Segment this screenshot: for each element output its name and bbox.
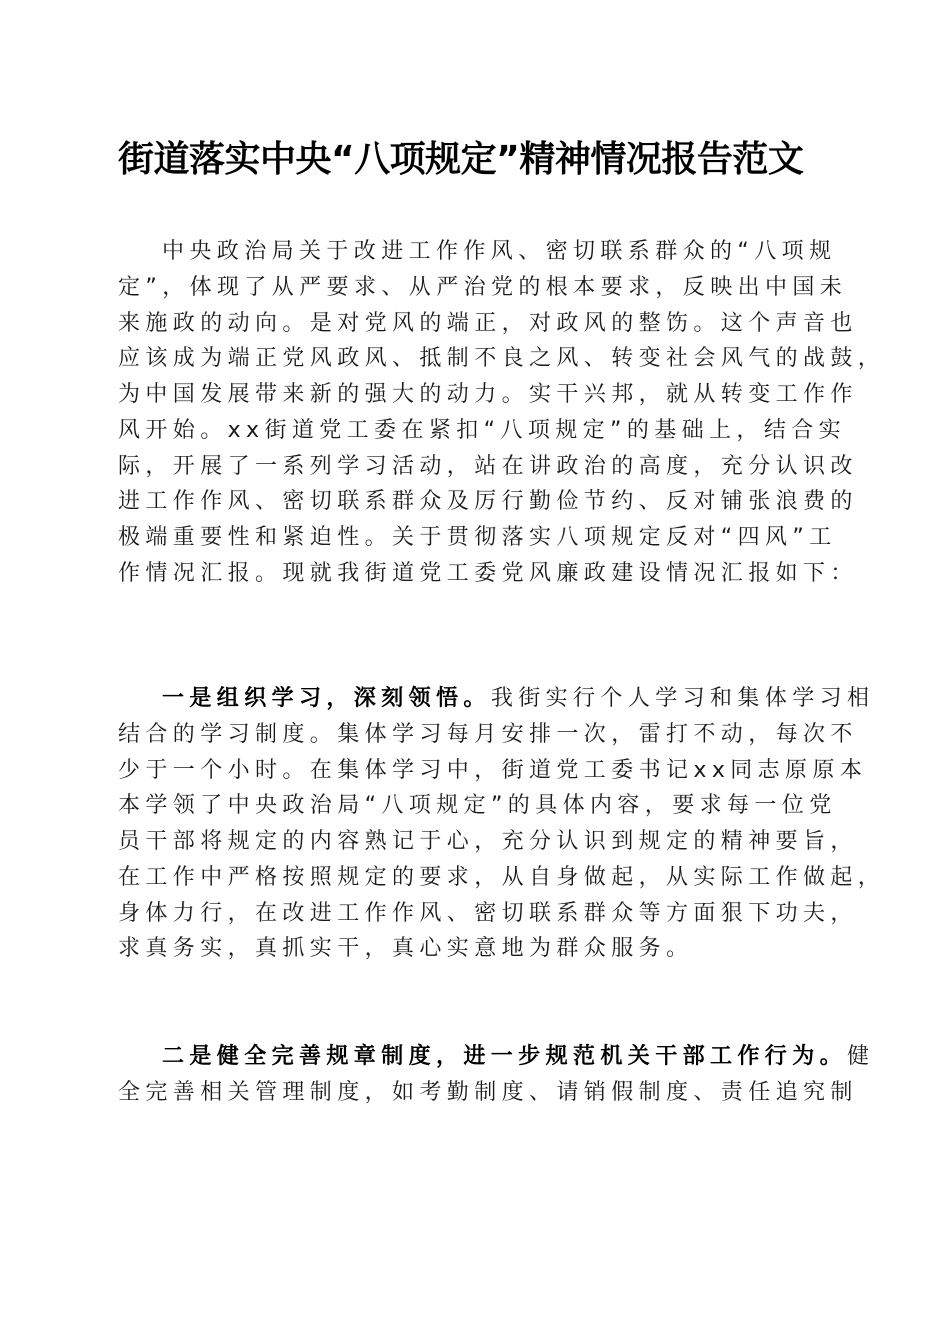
paragraph-line: 少于一个小时。在集体学习中，街道党工委书记xx同志原原本	[118, 757, 868, 783]
paragraph-line: 中央政治局关于改进工作作风、密切联系群众的“八项规	[162, 239, 837, 264]
paragraph-line: 为中国发展带来新的强大的动力。实干兴邦，就从转变工作作	[118, 382, 858, 407]
paragraph-line-with-lead	[118, 681, 875, 717]
paragraph-line: 结合的学习制度。集体学习每月安排一次，雷打不动，每次不	[118, 721, 858, 747]
document-title: 街道落实中央“八项规定”精神情况报告范文	[118, 139, 804, 180]
paragraph-line: 作情况汇报。现就我街道党工委党风廉政建设情况汇报如下：	[118, 560, 858, 586]
paragraph-line: 际，开展了一系列学习活动，站在讲政治的高度，充分认识改	[118, 453, 858, 479]
paragraph-regulations	[118, 1039, 875, 1111]
paragraph-line: 身体力行，在改进工作作风、密切联系群众等方面狠下功夫，	[118, 900, 858, 926]
paragraph-line: 全完善相关管理制度，如考勤制度、请销假制度、责任追究制	[118, 1079, 858, 1105]
paragraph-study	[118, 681, 886, 967]
paragraph-line-text: 健	[847, 1044, 875, 1069]
paragraph-line: 求真务实，真抓实干，真心实意地为群众服务。	[118, 936, 694, 962]
paragraph-line: 进工作作风、密切联系群众及厉行勤俭节约、反对铺张浪费的	[118, 489, 858, 515]
paragraph-line-with-lead	[118, 1039, 875, 1075]
paragraph-line: 应该成为端正党风政风、抵制不良之风、转变社会风气的战鼓，	[118, 346, 886, 372]
paragraph-line: 员干部将规定的内容熟记于心，充分认识到规定的精神要旨，	[118, 829, 858, 854]
paragraph-line: 本学领了中央政治局“八项规定”的具体内容，要求每一位党	[118, 793, 837, 819]
paragraph-line: 极端重要性和紧迫性。关于贯彻落实八项规定反对“四风”工	[118, 525, 837, 550]
paragraph-lead-heading: 二是健全完善规章制度，进一步规范机关干部工作行为。	[162, 1044, 848, 1069]
paragraph-line: 定”，体现了从严要求、从严治党的根本要求，反映出中国未	[118, 274, 848, 300]
paragraph-line: 风开始。xx街道党工委在紧扣“八项规定”的基础上，结合实	[118, 417, 847, 443]
paragraph-line: 在工作中严格按照规定的要求，从自身做起，从实际工作做起，	[118, 864, 886, 890]
paragraph-lead-heading: 一是组织学习，深刻领悟。	[162, 686, 491, 711]
paragraph-line-text: 我街实行个人学习和集体学习相	[490, 686, 875, 711]
paragraph-intro	[118, 234, 886, 592]
paragraph-line: 来施政的动向。是对党风的端正，对政风的整饬。这个声音也	[118, 310, 858, 336]
